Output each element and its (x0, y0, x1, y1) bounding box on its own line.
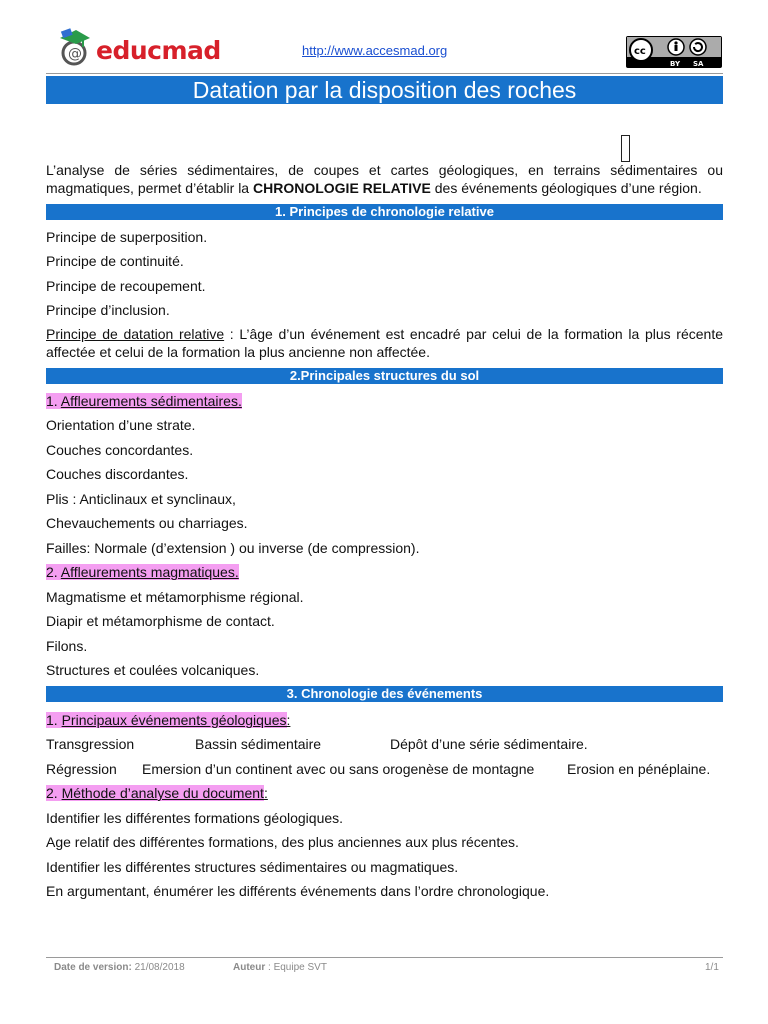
event-cell: Dépôt d’une série sédimentaire. (390, 736, 588, 752)
subsection-label: Méthode d’analyse du document (61, 785, 264, 801)
method-step: Identifier les différentes structures sédimentaires ou magmatiques. (46, 859, 459, 875)
logo-text: educmad (96, 36, 221, 65)
event-cell: Régression (46, 761, 117, 777)
section-2-heading: 2.Principales structures du sol (46, 368, 723, 384)
sa-label: SA (693, 60, 704, 68)
author-label: Auteur (233, 962, 266, 973)
section-3-heading: 3. Chronologie des événements (46, 686, 723, 702)
text-cursor-placeholder-icon (621, 135, 630, 162)
educmad-logo[interactable] (54, 28, 221, 70)
structure-item: Failles: Normale (d’extension ) ou inverse (de compression). (46, 540, 420, 556)
page-title: Datation par la disposition des roches (46, 76, 723, 104)
datation-label: Principe de datation relative (46, 326, 225, 342)
structure-item: Magmatisme et métamorphisme régional. (46, 589, 304, 605)
structure-item: Filons. (46, 638, 88, 654)
subsection-num: 2. (46, 785, 62, 801)
event-cell: Emersion d’un continent avec ou sans orogenèse de montagne (142, 761, 535, 777)
method-step: En argumentant, énumérer les différents événements dans l’ordre chronologique. (46, 883, 550, 899)
subsection-num: 1. (46, 393, 61, 409)
principle-item: Principe d’inclusion. (46, 302, 170, 318)
intro-before: L’analyse de séries sédimentaires, de coupes et cartes géologiques, en terrains sédimentaires ou magmatiques, permet d’établir la (46, 162, 723, 196)
subsection-num: 2. (46, 564, 61, 580)
event-cell: Bassin sédimentaire (195, 736, 322, 752)
page-number: 1/1 (705, 962, 719, 973)
subsection-num: 1. (46, 712, 62, 728)
version-label: Date de version: (54, 962, 132, 973)
author-value: : Equipe SVT (265, 962, 327, 973)
subsection-2-1-title (46, 392, 242, 410)
subsection-label: Principaux événements géologiques (61, 712, 287, 728)
section-1-heading: 1. Principes de chronologie relative (46, 204, 723, 220)
structure-item: Chevauchements ou charriages. (46, 515, 248, 531)
event-cell: Erosion en pénéplaine. (567, 761, 711, 777)
subsection-label: Affleurements magmatiques. (60, 564, 239, 580)
structure-item: Orientation d’une strate. (46, 417, 196, 433)
event-cell: Transgression (46, 736, 135, 752)
logo-mark-icon (54, 28, 96, 70)
cc-by-sa-license-badge[interactable] (626, 36, 722, 68)
subsection-2-2-title (46, 563, 239, 581)
principle-item: Principe de superposition. (46, 229, 208, 245)
structure-item: Plis : Anticlinaux et synclinaux, (46, 491, 236, 507)
datation-text: : L’âge d’un événement est encadré par celui de la formation la plus récente affectée et celui de la formation la plus ancienne non affectée. (46, 326, 723, 360)
cc-label: cc (634, 46, 646, 57)
version-value: 21/08/2018 (131, 962, 185, 973)
by-label: BY (670, 60, 681, 68)
subsection-3-2-title (46, 784, 268, 802)
intro-bold: CHRONOLOGIE RELATIVE (253, 180, 431, 196)
structure-item: Structures et coulées volcaniques. (46, 662, 260, 678)
subsection-colon: : (263, 785, 268, 801)
method-step: Identifier les différentes formations géologiques. (46, 810, 344, 826)
method-step: Age relatif des différentes formations, des plus anciennes aux plus récentes. (46, 834, 519, 850)
header-divider (46, 73, 723, 74)
structure-item: Diapir et métamorphisme de contact. (46, 613, 275, 629)
subsection-3-1-title (46, 711, 290, 729)
site-url-link[interactable]: http://www.accesmad.org (302, 43, 448, 58)
subsection-label: Affleurements sédimentaires. (60, 393, 242, 409)
version-date (54, 962, 185, 973)
structure-item: Couches discordantes. (46, 466, 189, 482)
author (233, 962, 327, 973)
principle-item: Principe de continuité. (46, 253, 184, 269)
intro-after: des événements géologiques d’une région. (430, 180, 702, 196)
page-header (46, 28, 723, 74)
structure-item: Couches concordantes. (46, 442, 194, 458)
principle-item: Principe de recoupement. (46, 278, 206, 294)
share-alike-icon (690, 39, 706, 55)
intro-paragraph (46, 161, 723, 197)
footer-divider (46, 957, 723, 958)
subsection-colon: : (286, 712, 291, 728)
svg-text:@: @ (68, 46, 82, 62)
datation-principle (46, 325, 723, 361)
